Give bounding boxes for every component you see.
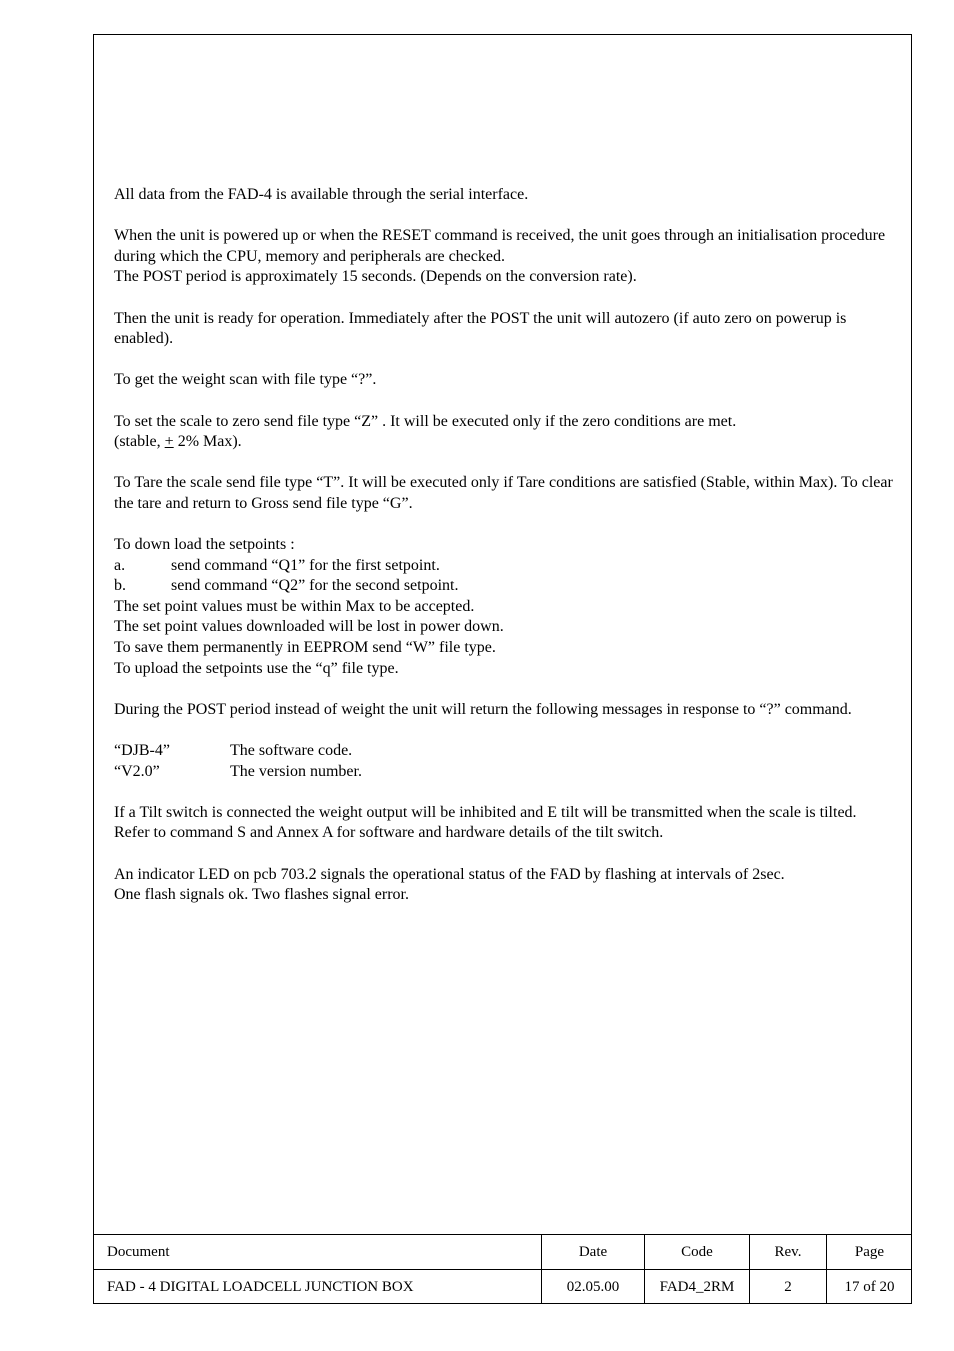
footer-document-title: FAD - 4 DIGITAL LOADCELL JUNCTION BOX: [93, 1270, 542, 1305]
paragraph-ready: Then the unit is ready for operation. Immediately after the POST the unit will autozero (if auto zero on powerup is enabled).: [114, 309, 847, 348]
message-description: The software code.: [230, 742, 353, 760]
footer-header-code: Code: [645, 1235, 750, 1270]
footer-header-page: Page: [827, 1235, 913, 1270]
paragraph-tare: To Tare the scale send file type “T”. It will be executed only if Tare conditions are satisfied (Stable, within Max). To clear the tare and return to Gross send file type “G”.: [114, 474, 893, 512]
paragraph-power-up: When the unit is powered up or when the RESET command is received, the unit goes through an initialisation procedure during which the CPU, memory and peripherals are checked.: [114, 227, 886, 265]
paragraph-setpoint-lost: The set point values downloaded will be lost in power down.: [114, 618, 504, 636]
zero-condition-suffix: 2% Max).: [173, 433, 242, 451]
code-row: [114, 741, 894, 762]
document-body: [114, 185, 894, 906]
paragraph-setpoint-max: The set point values must be within Max to be accepted.: [114, 597, 475, 615]
paragraph-zero: To set the scale to zero send file type “Z” . It will be executed only if the zero conditions are met.: [114, 412, 737, 430]
footer-page-number: 17 of 20: [844, 1278, 895, 1295]
footer-code: FAD4_2RM: [645, 1270, 750, 1305]
paragraph-post-period: The POST period is approximately 15 seconds. (Depends on the conversion rate).: [114, 268, 637, 286]
paragraph-setpoint-save: To save them permanently in EEPROM send “W” file type.: [114, 639, 496, 657]
plus-minus-symbol: +: [164, 433, 174, 451]
paragraph-indicator-led: An indicator LED on pcb 703.2 signals the operational status of the FAD by flashing at intervals of 2sec.: [114, 865, 785, 883]
paragraph-setpoint-upload: To upload the setpoints use the “q” file type.: [114, 659, 399, 677]
paragraph-flash-signals: One flash signals ok. Two flashes signal error.: [114, 886, 409, 904]
paragraph-weight-scan: To get the weight scan with file type “?”.: [114, 371, 377, 389]
footer-header-date: Date: [542, 1235, 645, 1270]
footer-date: 02.05.00: [542, 1270, 645, 1305]
footer-value-row: [93, 1270, 912, 1305]
list-item-label: a.: [114, 556, 126, 574]
message-description: The version number.: [230, 762, 362, 780]
message-code: “DJB-4”: [114, 742, 170, 760]
zero-condition-prefix: (stable,: [114, 433, 165, 451]
code-row: [114, 762, 894, 783]
paragraph-serial-interface: All data from the FAD-4 is available through the serial interface.: [114, 186, 529, 203]
paragraph-tilt-switch: If a Tilt switch is connected the weight output will be inhibited and E tilt will be transmitted when the scale is tilted. Refer to command S and Annex A for software and hardware details of the tilt switch.: [114, 803, 857, 842]
message-code: “V2.0”: [114, 762, 160, 780]
footer-header-row: [93, 1235, 912, 1270]
list-item: [114, 556, 894, 577]
document-footer-table: [93, 1234, 912, 1304]
footer-header-rev: Rev.: [750, 1235, 827, 1270]
paragraph-setpoints-intro: To down load the setpoints :: [114, 536, 295, 554]
paragraph-post-messages: During the POST period instead of weight the unit will return the following messages in response to “?” command.: [114, 700, 852, 718]
footer-header-document: Document: [93, 1235, 542, 1270]
list-item-text: send command “Q2” for the second setpoint.: [171, 577, 459, 595]
list-item: [114, 576, 894, 597]
list-item-label: b.: [114, 577, 126, 595]
paragraph-zero-condition: [114, 432, 894, 453]
list-item-text: send command “Q1” for the first setpoint.: [171, 556, 440, 574]
footer-rev: 2: [750, 1270, 827, 1305]
